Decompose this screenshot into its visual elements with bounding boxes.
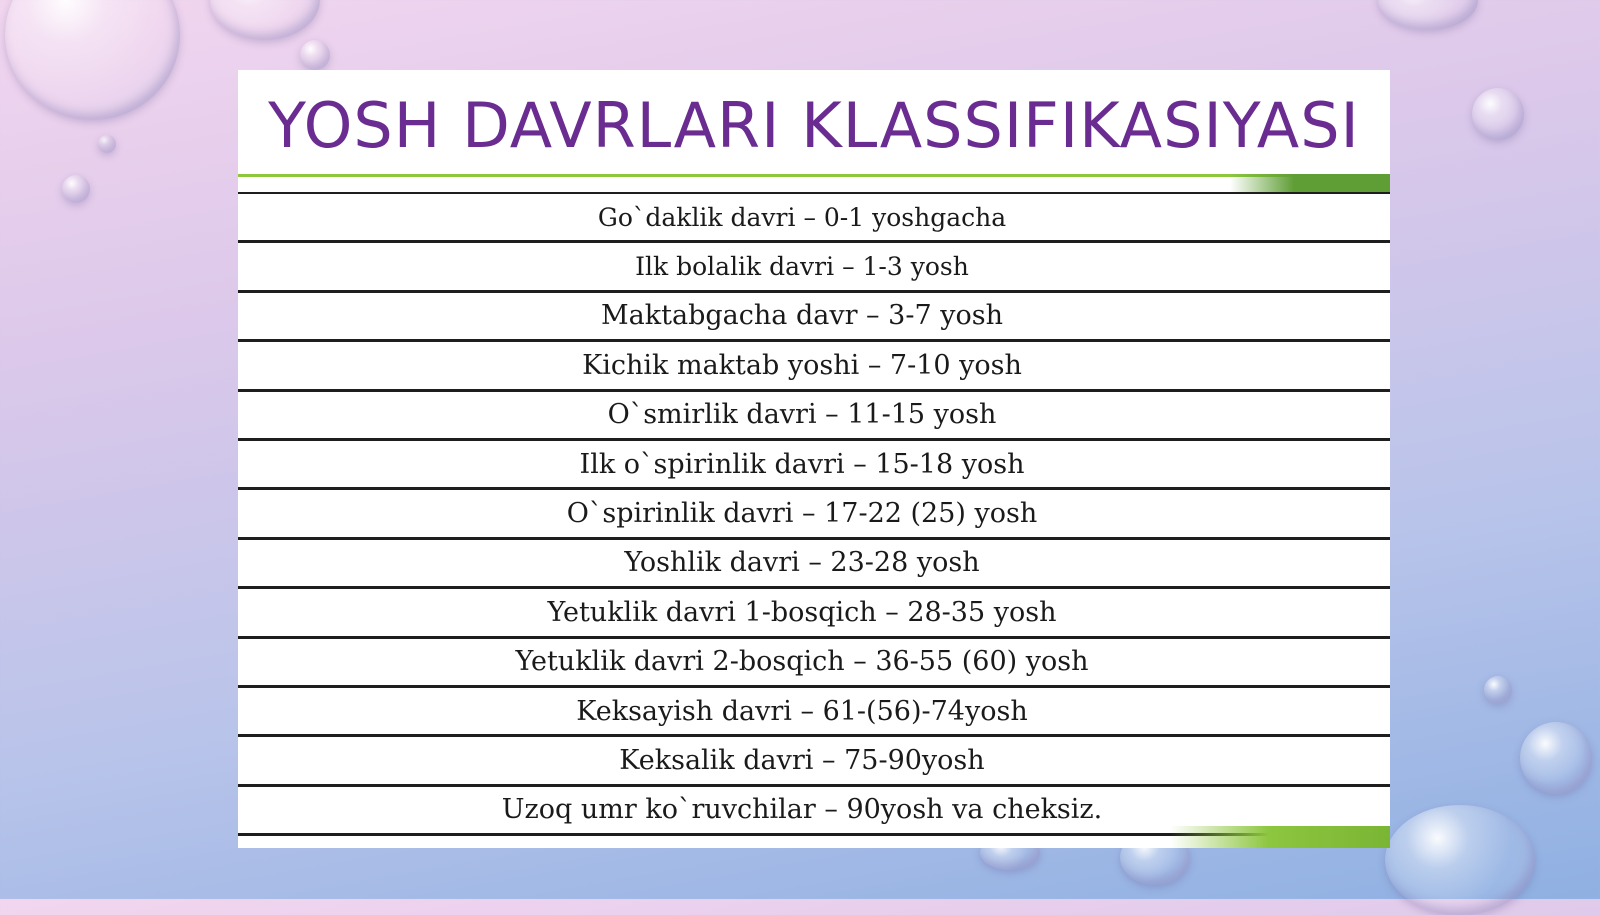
age-periods-list bbox=[238, 192, 1390, 836]
list-item bbox=[238, 688, 1390, 737]
list-item bbox=[238, 243, 1390, 292]
list-item bbox=[238, 490, 1390, 539]
water-drop-decoration bbox=[300, 40, 330, 70]
list-item-text: O`spirinlik davri – 17-22 (25) yosh bbox=[566, 498, 1038, 530]
water-drop-decoration bbox=[62, 175, 90, 203]
list-item-text: Ilk o`spirinlik davri – 15-18 yosh bbox=[579, 448, 1025, 480]
list-item bbox=[238, 540, 1390, 589]
list-item-text: Ilk bolalik davri – 1-3 yosh bbox=[635, 252, 969, 282]
slide-card bbox=[238, 70, 1390, 848]
list-item bbox=[238, 392, 1390, 441]
list-item-text: Keksayish davri – 61-(56)-74yosh bbox=[576, 695, 1028, 727]
title-underline-accent bbox=[1230, 174, 1390, 192]
list-item-text: Go`daklik davri – 0-1 yoshgacha bbox=[597, 202, 1007, 232]
list-item bbox=[238, 589, 1390, 638]
list-item bbox=[238, 737, 1390, 786]
water-drop-decoration bbox=[1378, 0, 1478, 30]
list-item-text: Keksalik davri – 75-90yosh bbox=[619, 744, 985, 776]
slide-title: YOSH DAVRLARI KLASSIFIKASIYASI bbox=[268, 89, 1360, 162]
list-item bbox=[238, 342, 1390, 391]
water-drop-decoration bbox=[1484, 676, 1512, 704]
title-underline bbox=[238, 174, 1390, 192]
list-item-text: Kichik maktab yoshi – 7-10 yosh bbox=[582, 349, 1022, 381]
list-item bbox=[238, 441, 1390, 490]
list-item bbox=[238, 293, 1390, 342]
water-drop-decoration bbox=[1520, 722, 1592, 794]
list-item bbox=[238, 639, 1390, 688]
footer-accent-bar bbox=[1170, 826, 1390, 848]
water-drop-decoration bbox=[1472, 88, 1524, 140]
list-item-text: Yoshlik davri – 23-28 yosh bbox=[624, 547, 980, 579]
water-drop-decoration bbox=[5, 0, 180, 120]
title-underline-thin bbox=[238, 174, 1390, 177]
list-item-text: Maktabgacha davr – 3-7 yosh bbox=[601, 300, 1003, 332]
list-item-text: Uzoq umr ko`ruvchilar – 90yosh va cheksiz. bbox=[501, 794, 1103, 826]
water-drop-decoration bbox=[210, 0, 320, 40]
list-item-text: O`smirlik davri – 11-15 yosh bbox=[607, 399, 997, 431]
list-item-text: Yetuklik davri 2-bosqich – 36-55 (60) yosh bbox=[515, 646, 1089, 678]
list-item-text: Yetuklik davri 1-bosqich – 28-35 yosh bbox=[547, 596, 1057, 628]
water-drop-decoration bbox=[98, 135, 116, 153]
list-item bbox=[238, 192, 1390, 243]
